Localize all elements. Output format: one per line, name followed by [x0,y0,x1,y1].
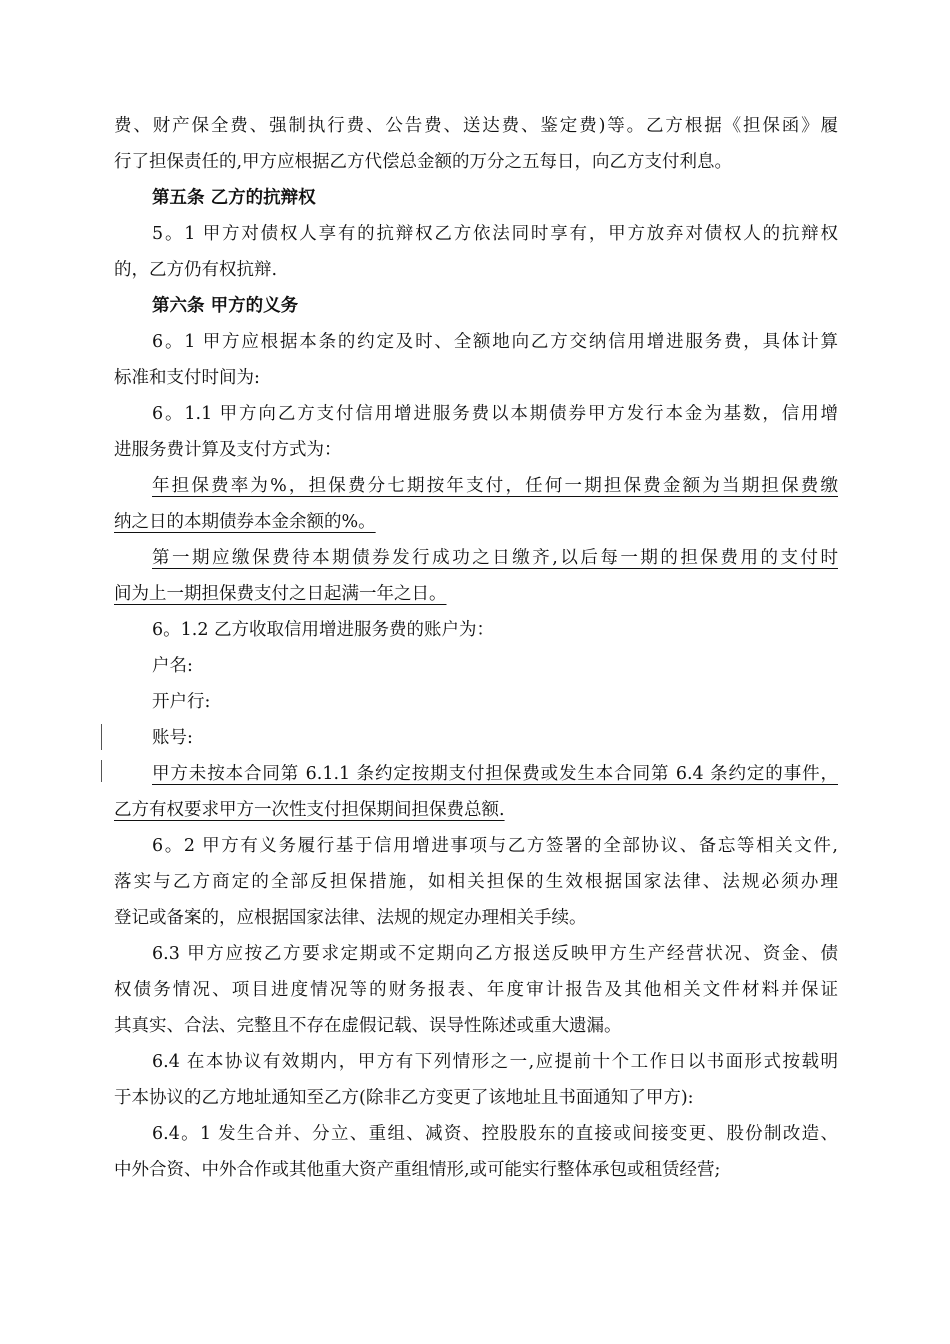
underlined-text: 甲方未按本合同第 6.1.1 条约定按期支付担保费或发生本合同第 6.4 条约定的事件， [152,764,838,784]
paragraph-line: 于本协议的乙方地址通知至乙方(除非乙方变更了该地址且书面通知了甲方): [114,1088,694,1108]
paragraph-line: 中外合资、中外合作或其他重大资产重组情形,或可能实行整体承包或租赁经营; [114,1160,721,1180]
paragraph-line: 登记或备案的，应根据国家法律、法规的规定办理相关手续。 [114,908,587,928]
paragraph-line: 6.4 在本协议有效期内，甲方有下列情形之一,应提前十个工作日以书面形式按载明 [152,1052,838,1072]
document-body [114,108,838,1188]
revision-bar [101,760,102,782]
underlined-text: 纳之日的本期债券本金余额的%。 [114,512,376,532]
paragraph-line: 6。2 甲方有义务履行基于信用增进事项与乙方签署的全部协议、备忘等相关文件, [152,836,838,856]
paragraph-line: 其真实、合法、完整且不存在虚假记载、误导性陈述或重大遗漏。 [114,1016,622,1036]
paragraph-line: 标准和支付时间为: [114,368,260,388]
paragraph-line: 6。1.2 乙方收取信用增进服务费的账户为： [152,620,495,640]
underlined-text: 第一期应缴保费待本期债券发行成功之日缴齐,以后每一期的担保费用的支付时 [152,548,838,568]
revision-bar [101,724,102,750]
article-heading: 第五条 乙方的抗辩权 [152,188,316,208]
paragraph-line: 的，乙方仍有权抗辩. [114,260,278,280]
underlined-line [114,576,838,612]
underlined-text: 乙方有权要求甲方一次性支付担保期间担保费总额. [114,800,505,820]
paragraph-line: 6。1.1 甲方向乙方支付信用增进服务费以本期债券甲方发行本金为基数，信用增 [152,404,838,424]
paragraph-line: 行了担保责任的,甲方应根据乙方代偿总金额的万分之五每日，向乙方支付利息。 [114,152,733,172]
paragraph-line: 5。1 甲方对债权人享有的抗辩权乙方依法同时享有，甲方放弃对债权人的抗辩权 [152,224,838,244]
underlined-line [114,504,838,540]
underlined-line [114,756,838,792]
paragraph-line: 落实与乙方商定的全部反担保措施，如相关担保的生效根据国家法律、法规必须办理 [114,872,838,892]
underlined-line [114,792,838,828]
article-heading: 第六条 甲方的义务 [152,296,299,316]
account-name-label: 户名: [152,656,193,676]
paragraph-line: 进服务费计算及支付方式为： [114,440,342,460]
paragraph-line: 权债务情况、项目进度情况等的财务报表、年度审计报告及其他相关文件材料并保证 [114,980,838,1000]
account-number-label: 账号: [152,728,193,748]
underlined-line [114,540,838,576]
underlined-line [114,468,838,504]
underlined-text: 年担保费率为%，担保费分七期按年支付，任何一期担保费金额为当期担保费缴 [152,476,838,496]
paragraph-line: 6.3 甲方应按乙方要求定期或不定期向乙方报送反映甲方生产经营状况、资金、债 [152,944,838,964]
paragraph-line: 费、财产保全费、强制执行费、公告费、送达费、鉴定费)等。乙方根据《担保函》履 [114,116,838,136]
paragraph-line: 6。1 甲方应根据本条的约定及时、全额地向乙方交纳信用增进服务费，具体计算 [152,332,838,352]
bank-label: 开户行: [152,692,211,712]
paragraph-line: 6.4。1 发生合并、分立、重组、减资、控股股东的直接或间接变更、股份制改造、 [152,1124,838,1144]
underlined-text: 间为上一期担保费支付之日起满一年之日。 [114,584,447,604]
